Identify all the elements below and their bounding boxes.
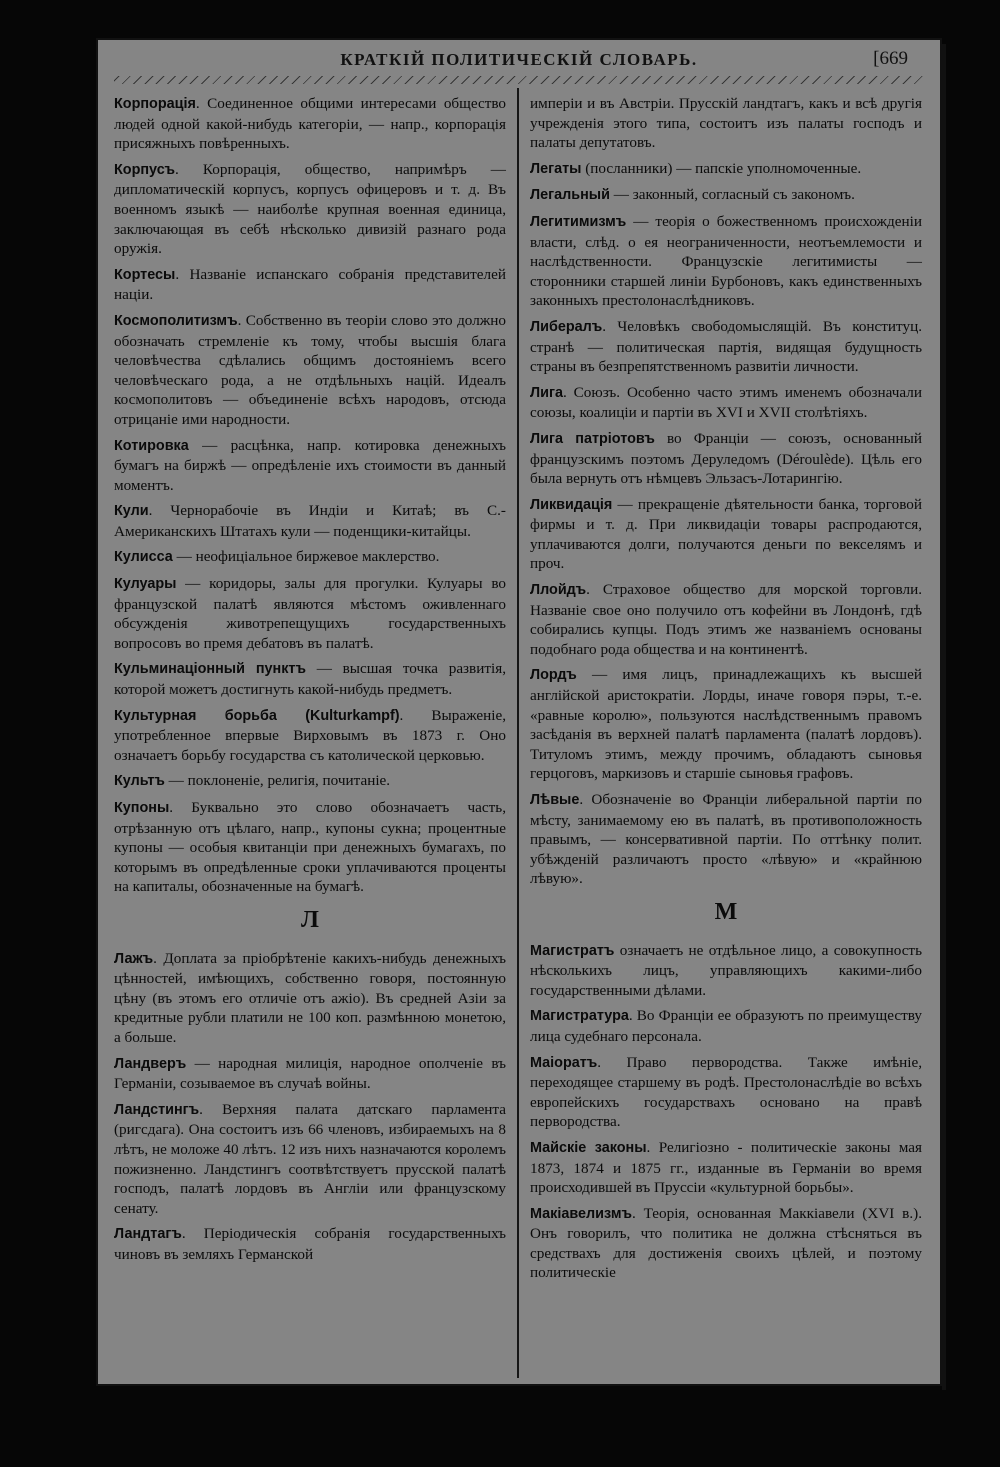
dictionary-entry: [530, 429, 922, 489]
headword: Купоны: [114, 800, 170, 816]
dictionary-entry: [530, 317, 922, 377]
headword: Магистратура: [530, 1008, 629, 1025]
section-letter: Л: [301, 906, 319, 933]
dictionary-entry: [114, 1100, 506, 1219]
definition: — теорія о божественномъ происхожденіи власти, слѣд. о ея неограниченности, неотъемлемости и наслѣдственности. Французскіе легитимисты — сторонники старшей линіи Бурбоновъ, какъ единственныхъ законныхъ престолонаслѣдниковъ.: [530, 212, 922, 310]
section-letter: М: [714, 898, 738, 925]
definition: . Соединенное общими интересами общество людей одной какой-нибудь категоріи, — напр., корпорація присяжныхъ повѣренныхъ.: [114, 95, 506, 153]
definition: — народная милиція, народное ополченіе въ Германіи, созываемое въ случаѣ войны.: [114, 1054, 506, 1093]
dictionary-entry: [114, 436, 506, 496]
dictionary-entry: [114, 501, 506, 541]
dictionary-entry: [530, 1204, 922, 1283]
dictionary-entry: [530, 185, 922, 206]
headword: Культурная борьба (Kulturkampf): [114, 707, 400, 724]
headword: Корпусъ: [114, 161, 176, 178]
headword: Ликвидація: [530, 496, 613, 513]
definition: . Корпорація, общество, напримѣръ — дипломатическій корпусъ, корпусъ офицеровъ и т. д. Въ военномъ языкѣ — наиболѣе крупная военная единица, заключающая въ себѣ нѣсколько дивизій разнаго рода оружія.: [114, 160, 506, 258]
definition: . Союзъ. Особенно часто этимъ именемъ обозначали союзы, коалиціи и партіи въ XVI и XVII столѣтіяхъ.: [530, 383, 922, 422]
dictionary-entry: [530, 383, 922, 423]
dictionary-entry: [530, 1053, 922, 1132]
right-column: [530, 94, 922, 1289]
headword: Легальный: [530, 187, 610, 204]
dictionary-entry: [114, 798, 506, 897]
dictionary-entry: [114, 94, 506, 154]
definition: . Выраженіе, употребленное впервые Вирховымъ въ 1873 г. Оно означаетъ борьбу государства съ католической церковью.: [114, 706, 506, 764]
definition: . Право первородства. Также имѣніе, переходящее старшему въ родѣ. Престолонаслѣдіе во всѣхъ европейскихъ государствахъ основано на правѣ первородства.: [530, 1053, 922, 1131]
headword: Лордъ: [530, 667, 577, 684]
dictionary-entry: [530, 665, 922, 784]
definition: . Буквально это слово обозначаетъ часть, отрѣзанную отъ цѣлаго, напр., купоны сукна; процентные купоны — особыя квитанціи при денежныхъ бумагахъ, по которымъ въ опредѣленные сроки уплачиваются проценты на капиталы, обозначенные на бумагѣ.: [114, 799, 506, 896]
definition: — законный, согласный съ закономъ.: [609, 186, 855, 204]
definition: . Религіозно - политическіе законы мая 1873, 1874 и 1875 гг., изданные въ Германіи во время происходившей въ Пруссіи «культурной борьбы».: [530, 1138, 922, 1197]
definition: — имя лицъ, принадлежащихъ къ высшей англійской аристократіи. Лорды, иначе говоря пэры, т.-е. «равные королю», пользуются наслѣдственнымъ правомъ засѣданія въ верхней палатѣ парламента (палатѣ лордовъ). Титуломъ этимъ, между прочимъ, обладаютъ сыновья герцоговъ, маркизовъ и старшіе сыновья графовъ.: [530, 666, 922, 783]
headword: Кули: [114, 503, 149, 520]
headword: Лига патріотовъ: [530, 430, 655, 447]
headword: Лѣвые: [530, 792, 580, 808]
headword: Майскіе законы: [530, 1139, 647, 1156]
definition: . Періодическія собранія государственныхъ чиновъ въ земляхъ Германской: [114, 1225, 506, 1263]
definition: . Страховое общество для морской торговли. Названіе свое оно получило отъ кофейни въ Лондонѣ, гдѣ собирались купцы. Подъ этимъ же названіемъ основаны подобнаго рода общества и на континентѣ.: [530, 581, 922, 658]
definition: во Франціи — союзъ, основанный французскимъ поэтомъ Деруледомъ (Déroulède). Цѣль его была вернуть отъ нѣмцевъ Эльзасъ-Лотарингію.: [530, 429, 923, 488]
dictionary-entry: [530, 790, 922, 889]
headword: Макіавелизмъ: [530, 1205, 632, 1222]
definition: означаетъ не отдѣльное лицо, а совокупность нѣсколькихъ лицъ, управляющихъ какими-либо государственными дѣлами.: [530, 941, 922, 999]
headword: Космополитизмъ: [114, 312, 238, 329]
dictionary-page: [96, 38, 942, 1386]
definition: — расцѣнка, напр. котировка денежныхъ бумагъ на биржѣ — опредѣленіе ихъ стоимости въ данный моментъ.: [114, 436, 506, 494]
headword: Маіоратъ: [530, 1054, 598, 1071]
definition: . Во Франціи ее образуютъ по преимуществу лица судебнаго персонала.: [530, 1007, 922, 1045]
dictionary-entry: [530, 1006, 922, 1046]
definition: . Верхняя палата датскаго парламента (ригсдага). Она состоитъ изъ 66 членовъ, избираемыхъ на 8 лѣтъ, не моложе 40 лѣтъ. 12 изъ нихъ назначаются королемъ пожизненно. Ландстингъ соотвѣтствуетъ прусской палатѣ господъ, палатѣ лордовъ въ Англіи или французскому сенату.: [114, 1100, 506, 1217]
header-rule: [114, 76, 924, 84]
dictionary-entry: [530, 580, 922, 659]
definition: . Собственно въ теоріи слово это должно обозначать стремленіе къ тому, чтобы высшія блага человѣчества сдѣлались общимъ достояніемъ всего человѣческаго рода, а не отдѣльныхъ націй. Идеалъ космополитовъ — объединеніе всѣхъ народовъ, отсюда отрицаніе ими народности.: [114, 311, 506, 428]
headword: Ландстингъ: [114, 1101, 200, 1118]
headword: Либералъ: [530, 318, 603, 335]
dictionary-entry: [114, 1054, 506, 1094]
dictionary-entry: [114, 311, 506, 430]
dictionary-entry: [114, 265, 506, 305]
headword: Кулуары: [114, 576, 177, 593]
definition: . Чернорабочіе въ Индіи и Китаѣ; въ С.-Американскихъ Штатахъ кули — поденщики-китайцы.: [114, 502, 506, 540]
dictionary-entry: [530, 1138, 922, 1198]
headword: Ллойдъ: [530, 582, 587, 599]
headword: Культъ: [114, 773, 165, 790]
definition: — прекращеніе дѣятельности банка, торговой фирмы и т. д. При ликвидаціи товары распродаются, уплачиваются долги, получаются деньги по векселямъ и проч.: [530, 495, 922, 573]
headword: Лажъ: [114, 950, 154, 967]
headword: Магистратъ: [530, 942, 615, 959]
dictionary-entry: [114, 547, 506, 568]
headword: Корпорація: [114, 96, 196, 112]
headword: Легитимизмъ: [530, 213, 627, 230]
headword: Котировка: [114, 437, 189, 454]
definition: . Названіе испанскаго собранія представителей націи.: [114, 265, 506, 304]
definition: — высшая точка развитія, которой можетъ достигнуть какой-нибудь предметъ.: [114, 660, 506, 699]
dictionary-entry: [114, 949, 506, 1048]
dictionary-entry: [114, 706, 506, 766]
headword: Ландтагъ: [114, 1226, 182, 1243]
definition: (посланники) — папскіе уполномоченные.: [581, 159, 862, 177]
column-divider: [517, 88, 519, 1378]
dictionary-entry: [114, 160, 506, 259]
left-column: [114, 94, 506, 1270]
definition: — неофиціальное биржевое маклерство.: [172, 548, 440, 566]
dictionary-entry: [530, 495, 922, 574]
headword: Кульминаціонный пунктъ: [114, 661, 306, 678]
definition: . Теорія, основанная Маккіавели (XVI в.). Онъ говорилъ, что политика не должна стѣсняться въ средствахъ для достиженія своихъ цѣлей, и поэтому политическіе: [530, 1204, 922, 1282]
continued-text: имперіи и въ Австріи. Прусскій ландтагъ, какъ и всѣ другія учрежденія этого типа, состоитъ изъ палаты господъ и палаты депутатовъ.: [530, 95, 922, 152]
dictionary-entry: [114, 1224, 506, 1264]
definition: . Обозначеніе во Франціи либеральной партіи по мѣсту, занимаемому ею въ палатѣ, въ противоположность правымъ, — консервативной партіи. По оттѣнку полит. убѣжденій различаютъ просто «лѣвую» и «крайнюю лѣвую».: [530, 791, 922, 888]
definition: . Доплата за пріобрѣтеніе какихъ-нибудь денежныхъ цѣнностей, имѣющихъ, собственно говоря, постоянную цѣну (въ этомъ его отличіе отъ ажіо). Въ средней Азіи за кредитные рубли платили не 100 коп. размѣнною монетою, а больше.: [114, 949, 506, 1046]
dictionary-entry: [530, 159, 922, 180]
headword: Легаты: [530, 160, 582, 177]
headword: Лига: [530, 384, 563, 401]
page-number: [669: [873, 48, 908, 69]
headword: Кулисса: [114, 549, 173, 566]
definition: — коридоры, залы для прогулки. Кулуары во французской палатѣ являются мѣстомъ оживленнаго обсужденія животрепещущихъ государственныхъ вопросовъ во премя дебатовъ въ палатѣ.: [114, 575, 506, 652]
headword: Кортесы: [114, 266, 176, 283]
definition: — поклоненіе, религія, почитаніе.: [164, 772, 391, 790]
dictionary-entry: [530, 212, 922, 311]
running-title: КРАТКІЙ ПОЛИТИЧЕСКІЙ СЛОВАРЬ.: [340, 50, 698, 69]
definition: . Человѣкъ свободомыслящій. Въ конституц. странѣ — политическая партія, видящая будущность страны въ безпрепятственномъ развитіи личности.: [530, 317, 922, 376]
dictionary-entry: [114, 771, 506, 792]
headword: Ландверъ: [114, 1055, 187, 1072]
dictionary-entry: [114, 659, 506, 699]
dictionary-entry: [530, 941, 922, 1001]
dictionary-entry: [114, 574, 506, 653]
